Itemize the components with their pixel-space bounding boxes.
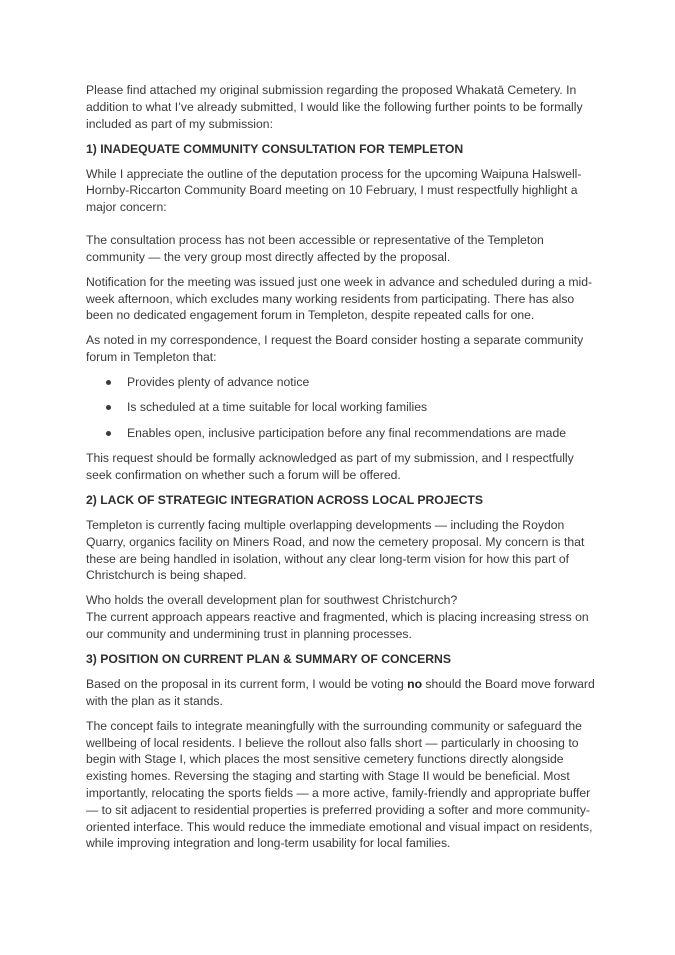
document-body bbox=[86, 82, 596, 860]
list-item-text: Provides plenty of advance notice bbox=[127, 375, 310, 390]
section-3-heading: 3) POSITION ON CURRENT PLAN & SUMMARY OF CONCERNS bbox=[86, 651, 451, 666]
list-item bbox=[86, 425, 596, 442]
vote-text-after: should the Board move forward with the plan as it stands. bbox=[86, 676, 595, 708]
section-2-question: Who holds the overall development plan for southwest Christchurch? bbox=[86, 593, 458, 608]
section-1-heading: 1) INADEQUATE COMMUNITY CONSULTATION FOR TEMPLETON bbox=[86, 141, 464, 156]
list-item bbox=[86, 399, 596, 416]
bullet-icon bbox=[106, 431, 111, 436]
section-2-paragraph-1: Templeton is currently facing multiple overlapping developments — including the Roydon Quarry, organics facility on Miners Road, and now the cemetery proposal. My concern is that these are being handled in isolation, without any clear long-term vision for how this part of Christchurch is being shaped. bbox=[86, 518, 585, 583]
vote-text-before: Based on the proposal in its current form, I would be voting bbox=[86, 676, 408, 691]
intro-paragraph: Please find attached my original submission regarding the proposed Whakatā Cemetery. In addition to what I’ve already submitted, I would like the following further points to be formally included as part of my submission: bbox=[86, 83, 583, 131]
list-item bbox=[86, 374, 596, 391]
section-2-heading: 2) LACK OF STRATEGIC INTEGRATION ACROSS LOCAL PROJECTS bbox=[86, 493, 484, 508]
bullet-icon bbox=[106, 405, 111, 410]
section-2-statement: The current approach appears reactive and fragmented, which is placing increasing stress on our community and undermining trust in planning processes. bbox=[86, 610, 589, 641]
section-1-closing: This request should be formally acknowledged as part of my submission, and I respectfully seek confirmation on whether such a forum will be offered. bbox=[86, 451, 574, 483]
section-1-paragraph-2: The consultation process has not been accessible or representative of the Templeton community — the very group most directly affected by the proposal. bbox=[86, 232, 544, 264]
section-3-vote-paragraph bbox=[86, 676, 596, 710]
vote-word: no bbox=[407, 676, 423, 691]
list-item-text: Is scheduled at a time suitable for local working families bbox=[127, 400, 428, 415]
list-item-text: Enables open, inclusive participation before any final recommendations are made bbox=[127, 425, 567, 440]
section-2-paragraph-2 bbox=[86, 592, 596, 642]
bullet-icon bbox=[106, 380, 111, 385]
section-3-paragraph-1: The concept fails to integrate meaningfully with the surrounding community or safeguard the wellbeing of local residents. I believe the rollout also falls short — particularly in choosing to begin with Stage I, which places the most sensitive cemetery functions directly alongside existing homes. Reversing the staging and starting with Stage II would be beneficial. Most importantly, relocating the sports fields — a more active, family-friendly and appropriate buffer — to sit adjacent to residential properties is preferred providing a softer and more community-oriented interface. This would reduce the immediate emotional and visual impact on residents, while improving integration and long-term usability for local families. bbox=[86, 718, 593, 851]
section-1-paragraph-4: As noted in my correspondence, I request the Board consider hosting a separate community forum in Templeton that: bbox=[86, 333, 584, 365]
section-1-paragraph-1: While I appreciate the outline of the deputation process for the upcoming Waipuna Halswell-Hornby-Riccarton Community Board meeting on 10 February, I must respectfully highlight a major concern: bbox=[86, 166, 582, 215]
section-1-paragraph-3: Notification for the meeting was issued just one week in advance and scheduled during a mid-week afternoon, which excludes many working residents from participating. There has also been no dedicated engagement forum in Templeton, despite repeated calls for one. bbox=[86, 274, 593, 323]
forum-requirements-list bbox=[86, 374, 596, 442]
